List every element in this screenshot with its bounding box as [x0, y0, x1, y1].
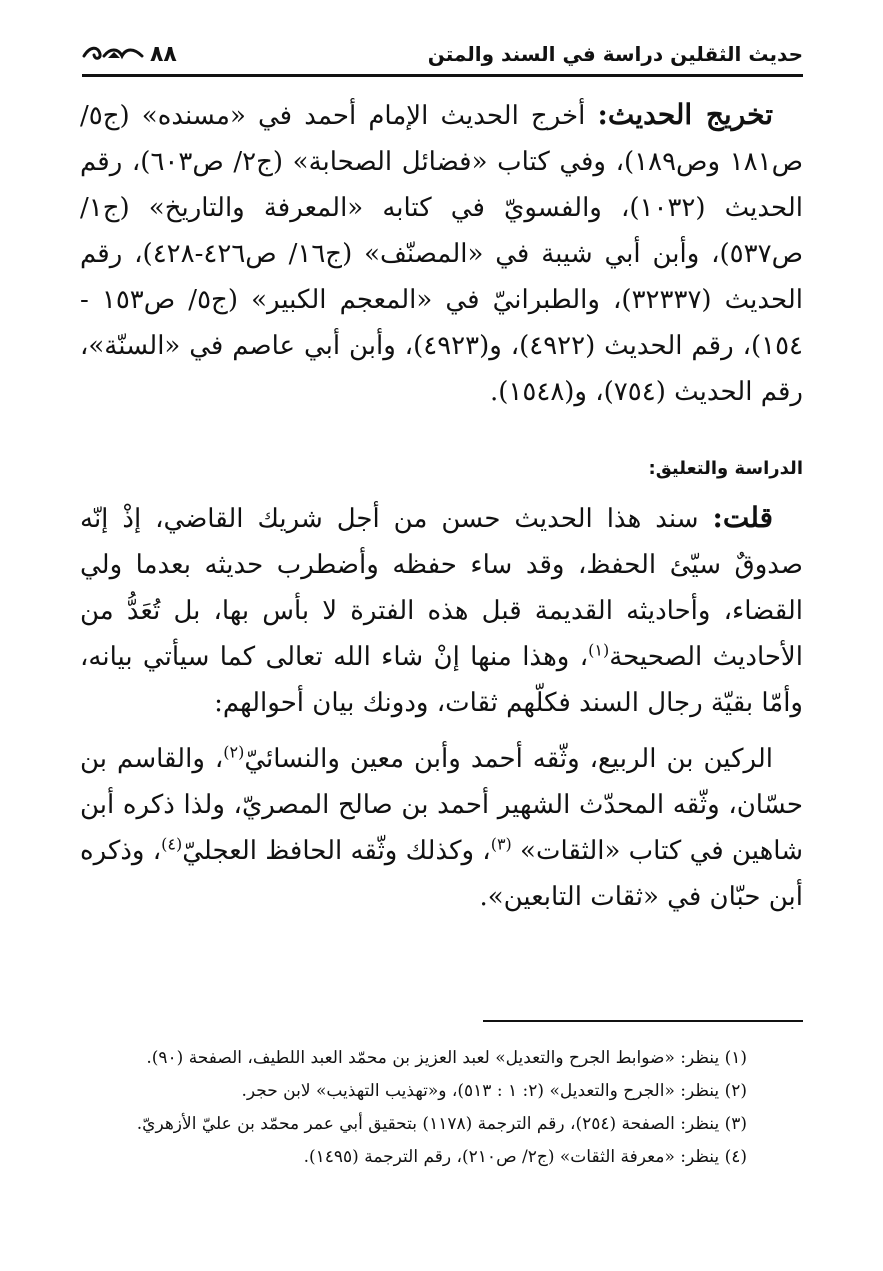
main-text	[80, 92, 803, 920]
section-heading: الدراسة والتعليق:	[648, 458, 803, 479]
footnote-separator	[483, 1020, 803, 1022]
study-text-2d: ، وذكره أبن حبّان في «ثقات التابعين».	[80, 836, 803, 912]
page-number-block	[82, 42, 177, 67]
takhrij-paragraph	[80, 92, 803, 415]
study-text-1b: ، وهذا منها إنْ شاء الله تعالى كما سيأتي بيانه، وأمّا بقيّة رجال السند فكلّهم ثقات، ودونك بيان أحوالهم:	[80, 642, 803, 718]
footnotes	[80, 1042, 803, 1174]
takhrij-text: أخرج الحديث الإمام أحمد في «مسنده» (ج٥/ ص١٨١ وص١٨٩)، وفي كتاب «فضائل الصحابة» (ج٢/ ص٦٠٣)، رقم الحديث (١٠٣٢)، والفسويّ في كتابه «المعرفة والتاريخ» (ج١/ ص٥٣٧)، وأبن أبي شيبة في «المصنّف» (ج١٦/ ص٤٢٦-٤٢٨)، رقم الحديث (٣٢٣٣٧)، والطبرانيّ في «المعجم الكبير» (ج٥/ ص١٥٣ - ١٥٤)، رقم الحديث (٤٩٢٢)، و(٤٩٢٣)، وأبن أبي عاصم في «السنّة»، رقم الحديث (٧٥٤)، و(١٥٤٨).	[80, 101, 804, 407]
study-text-2a: الركين بن الربيع، وثّقه أحمد وأبن معين والنسائيّ	[244, 744, 773, 774]
study-paragraph-1	[80, 495, 803, 726]
page-number: ٨٨	[150, 41, 177, 67]
footnote-ref-4: (٤)	[161, 834, 183, 854]
takhrij-term: تخريج الحديث:	[597, 98, 774, 131]
footnote-3: (٣) ينظر: الصفحة (٢٥٤)، رقم الترجمة (١١٧٨) بتحقيق أبي عمر محمّد بن عليّ الأزهريّ.	[136, 1114, 747, 1134]
running-title: حديث الثقلين دراسة في السند والمتن	[427, 42, 803, 66]
study-text-2b: ، والقاسم بن حسّان، وثّقه المحدّث الشهير أحمد بن صالح المصريّ، ولذا ذكره أبن شاهين في كتاب «الثقات»	[80, 744, 803, 866]
decorative-swirl-icon	[82, 44, 144, 64]
footnote-ref-2: (٢)	[223, 742, 245, 762]
footnote-4: (٤) ينظر: «معرفة الثقات» (ج٢/ ص٢١٠)، رقم الترجمة (١٤٩٥).	[303, 1147, 747, 1167]
study-text-2c: ، وكذلك وثّقه الحافظ العجليّ	[182, 836, 491, 866]
footnote-2: (٢) ينظر: «الجرح والتعديل» (٢: ١ : ٥١٣)، و«تهذيب التهذيب» لابن حجر.	[241, 1081, 747, 1101]
study-text-1a: سند هذا الحديث حسن من أجل شريك القاضي، إذْ إنّه صدوقٌ سيّئ الحفظ، وقد ساء حفظه وأضطرب حديثه بعدما ولي القضاء، وأحاديثه القديمة قبل هذه الفترة لا بأس بها، بل تُعَدُّ من الأحاديث الصحيحة	[80, 504, 803, 672]
footnote-ref-3: (٣)	[490, 834, 512, 854]
footnote-1: (١) ينظر: «ضوابط الجرح والتعديل» لعبد العزيز بن محمّد العبد اللطيف، الصفحة (٩٠).	[146, 1048, 747, 1068]
study-paragraph-2	[80, 736, 803, 920]
page-header	[82, 34, 803, 77]
qultu-term: قلت:	[712, 501, 773, 534]
footnote-ref-1: (١)	[588, 640, 610, 660]
